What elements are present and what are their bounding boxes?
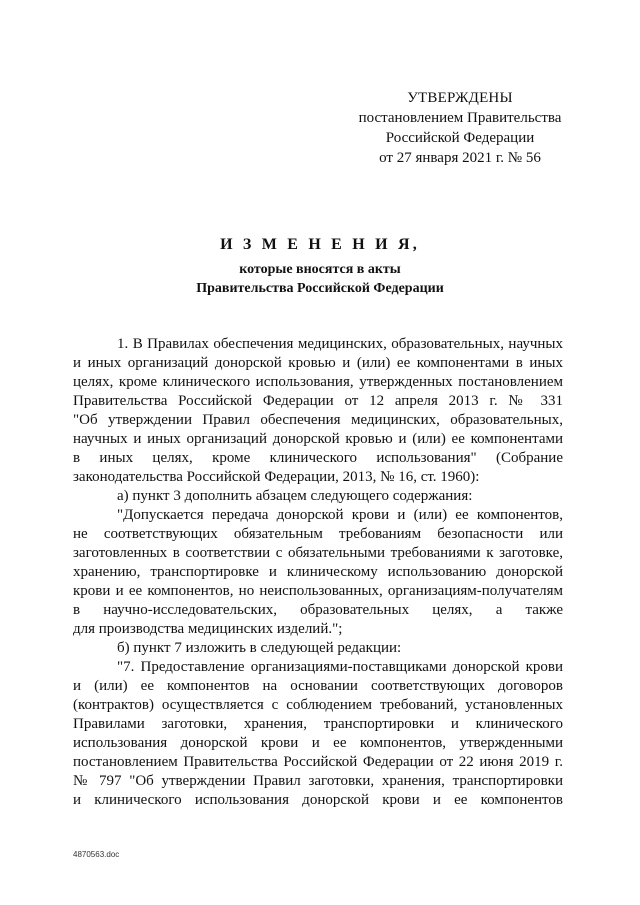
body-line: Правилами заготовки, хранения, транспортировки и клинического xyxy=(73,716,563,732)
approval-line-country: Российской Федерации xyxy=(385,130,535,146)
body-line: в иных целях, кроме клинического использования" (Собрание xyxy=(73,450,563,466)
body-line: в научно-исследовательских, образовательных целях, а также xyxy=(73,602,563,618)
body-line: "7. Предоставление организациями-поставщиками донорской крови xyxy=(117,659,563,675)
document-body xyxy=(73,335,563,810)
body-line: и (или) ее компонентов на основании соответствующих договоров xyxy=(73,678,563,694)
body-line: и иных организаций донорской кровью и (или) ее компонентами в иных xyxy=(73,355,563,371)
body-line: постановлением Правительства Российской Федерации от 22 июня 2019 г. xyxy=(73,754,563,770)
body-line: научных и иных организаций донорской кровью и (или) ее компонентами xyxy=(73,431,563,447)
document-subtitle-line-1: которые вносятся в акты xyxy=(239,262,401,277)
body-line: Правительства Российской Федерации от 12 апреля 2013 г. № 331 xyxy=(73,393,563,409)
body-line: № 797 "Об утверждении Правил заготовки, хранения, транспортировки xyxy=(73,773,563,789)
body-line: крови и ее компонентов, но неиспользованных, организациям-получателям xyxy=(73,583,563,599)
document-heading xyxy=(60,234,580,298)
document-subtitle-line-2: Правительства Российской Федерации xyxy=(196,281,444,296)
document-file-id: 4870563.doc xyxy=(73,850,120,859)
body-line: для производства медицинских изделий."; xyxy=(73,621,343,637)
body-line: хранению, транспортировке и клиническому использованию донорской xyxy=(73,564,563,580)
body-line-subpoint-a: а) пункт 3 дополнить абзацем следующего содержания: xyxy=(117,488,473,504)
body-line: 1. В Правилах обеспечения медицинских, образовательных, научных xyxy=(117,336,563,352)
body-line: "Об утверждении Правил обеспечения медицинских, образовательных, xyxy=(73,412,563,428)
approval-line-date-number: от 27 января 2021 г. № 56 xyxy=(379,150,541,166)
approval-line-resolution: постановлением Правительства xyxy=(358,110,562,126)
document-title: И З М Е Н Е Н И Я, xyxy=(220,236,420,253)
body-line: (контрактов) осуществляется с соблюдением требований, установленных xyxy=(73,697,563,713)
body-line-subpoint-b: б) пункт 7 изложить в следующей редакции: xyxy=(117,640,402,656)
body-line: и клинического использования донорской крови и ее компонентов xyxy=(73,792,563,808)
body-line: законодательства Российской Федерации, 2013, № 16, ст. 1960): xyxy=(73,469,480,485)
body-line: целях, кроме клинического использования, утвержденных постановлением xyxy=(73,374,563,390)
approval-block xyxy=(320,88,600,168)
approval-heading: УТВЕРЖДЕНЫ xyxy=(407,90,513,106)
body-line: "Допускается передача донорской крови и (или) ее компонентов, xyxy=(117,507,563,523)
body-line: не соответствующих обязательным требованиям безопасности или xyxy=(73,526,563,542)
body-line: использования донорской крови и ее компонентов, утвержденными xyxy=(73,735,563,751)
body-line: заготовленных в соответствии с обязательными требованиями к заготовке, xyxy=(73,545,563,561)
